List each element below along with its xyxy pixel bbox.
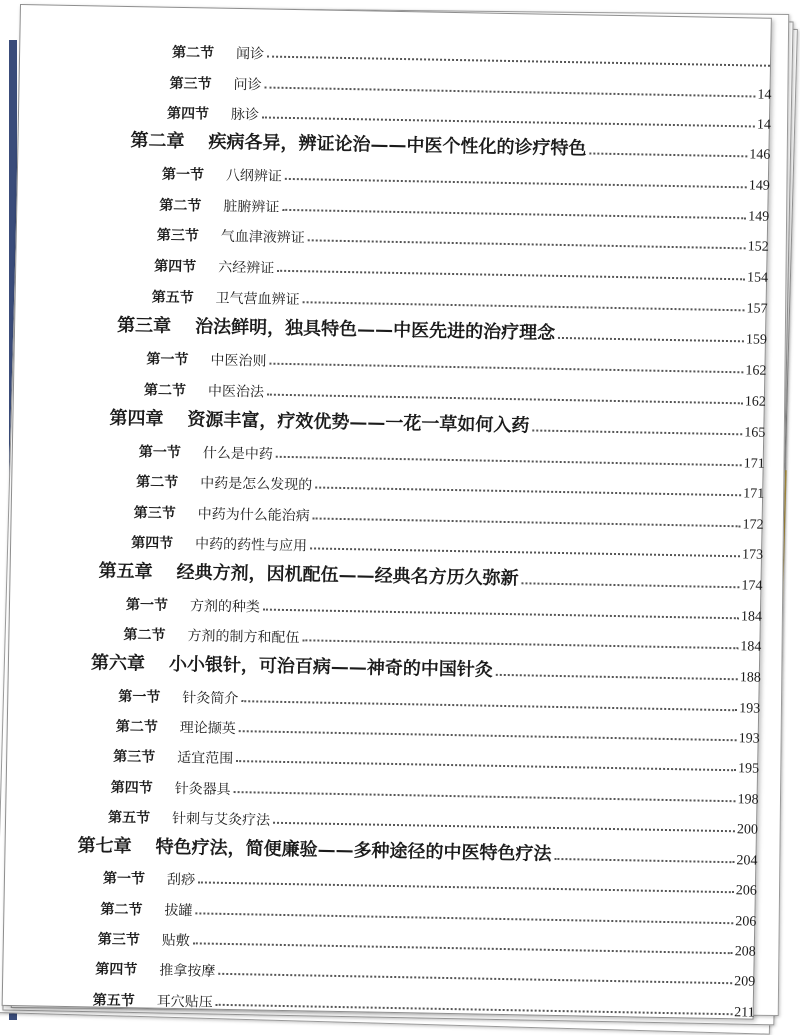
page-number: 193 [738, 731, 760, 747]
section-number: 第二节 [115, 718, 158, 736]
toc-chapter-entry [109, 406, 765, 442]
toc-entry-label [109, 404, 529, 438]
page-number: 184 [740, 639, 762, 655]
toc-entry-label [157, 225, 305, 248]
toc-section-entry [95, 955, 755, 991]
section-number: 第三节 [133, 505, 176, 522]
section-title: 气血津液辨证 [220, 228, 305, 247]
page-number: 184 [740, 609, 763, 625]
toc-entry-label [77, 831, 551, 866]
toc-entry-label [98, 557, 518, 591]
page-number: 171 [743, 456, 765, 472]
dot-leader [263, 609, 739, 620]
section-title: 适宜范围 [177, 750, 234, 768]
section-title: 什么是中药 [202, 445, 273, 463]
page-number: 173 [741, 547, 764, 563]
toc-section-entry [162, 160, 770, 195]
page-number: 211 [734, 1005, 755, 1021]
page-number: 206 [735, 914, 757, 930]
toc-entry-label [126, 594, 260, 616]
section-number: 第三节 [97, 931, 141, 949]
dot-leader [310, 547, 740, 557]
toc-section-entry [126, 590, 762, 626]
dot-leader [532, 429, 742, 435]
section-number: 第五节 [107, 809, 151, 827]
section-number: 第四节 [95, 961, 138, 979]
toc-entry-label [110, 777, 230, 799]
toc-entry-label [100, 899, 192, 921]
page-number: 146 [749, 147, 771, 163]
page-number: 198 [737, 792, 759, 808]
section-number: 第二节 [159, 197, 202, 215]
toc-entry-label [144, 379, 264, 401]
section-number: 第二节 [123, 627, 166, 644]
section-number: 第一节 [102, 870, 146, 888]
page-number: 195 [737, 761, 760, 777]
toc-entry-label [95, 959, 215, 981]
toc-section-entry [157, 221, 769, 256]
toc-entry-label [136, 471, 312, 494]
page-number: 149 [748, 209, 770, 225]
toc-chapter-entry [117, 313, 767, 349]
section-title: 脉诊 [230, 106, 260, 124]
section-number: 第四节 [154, 258, 197, 276]
dot-leader [262, 116, 755, 127]
toc-section-entry [134, 498, 764, 534]
toc-chapter-entry [98, 559, 762, 595]
dot-leader [193, 942, 733, 954]
toc-section-entry [159, 191, 769, 226]
page-number: 162 [745, 363, 767, 379]
toc-chapter-entry [130, 128, 770, 164]
dot-leader [521, 582, 739, 588]
section-number: 第二节 [100, 901, 143, 919]
toc-entry-label [154, 256, 274, 278]
dot-leader [277, 270, 745, 281]
dot-leader [315, 486, 741, 496]
toc-section-entry [172, 38, 772, 73]
section-title: 中药的药性与应用 [194, 536, 308, 555]
section-number: 第三节 [113, 748, 156, 766]
page-number: 154 [746, 270, 769, 286]
toc-entry-label [130, 126, 586, 160]
page-number: 165 [744, 425, 766, 441]
chapter-title: 资源丰富，疗效优势——一花一草如何入药 [187, 409, 530, 437]
page-number: 171 [743, 486, 765, 502]
page-number: 159 [745, 332, 768, 348]
page-number: 14 [757, 87, 772, 103]
toc-entry-label [146, 348, 266, 370]
dot-leader [276, 456, 742, 467]
toc-entry-label [108, 807, 270, 830]
section-title: 理论撷英 [179, 720, 236, 738]
section-title: 八纲辨证 [225, 167, 283, 185]
dot-leader [303, 301, 745, 311]
dot-leader [269, 363, 743, 374]
chapter-number: 第七章 [77, 835, 132, 858]
section-title: 针灸简介 [182, 690, 239, 708]
section-title: 方剂的制方和配伍 [187, 628, 300, 647]
section-title: 问诊 [233, 76, 262, 94]
page-number: 193 [739, 701, 761, 717]
toc-entry-label [91, 648, 493, 681]
dot-leader [239, 730, 737, 741]
dot-leader [267, 56, 770, 67]
chapter-number: 第二章 [130, 130, 185, 153]
toc-entry-label [162, 164, 282, 186]
chapter-number: 第五章 [98, 560, 153, 583]
dot-leader [198, 881, 734, 893]
toc-section-entry [103, 864, 757, 900]
dot-leader [558, 337, 744, 342]
toc-entry-label [167, 103, 259, 125]
toc-entry-label [116, 716, 236, 738]
toc-section-entry [110, 773, 758, 809]
dot-leader [313, 517, 741, 527]
section-title: 中药是怎么发现的 [200, 475, 313, 494]
chapter-number: 第六章 [90, 652, 146, 675]
section-number: 第一节 [161, 166, 205, 184]
toc-chapter-entry [91, 650, 761, 686]
toc-section-entry [116, 712, 760, 748]
toc-section-entry [118, 682, 760, 718]
toc-entry-label [134, 502, 310, 525]
toc-entry-label [139, 441, 273, 463]
section-number: 第二节 [136, 474, 179, 491]
page-number: 200 [736, 822, 759, 838]
page-number: 172 [742, 517, 764, 533]
section-title: 针刺与艾灸疗法 [171, 810, 271, 829]
section-title: 中医治法 [207, 383, 265, 401]
toc-entry-label [172, 42, 264, 64]
dot-leader [308, 239, 746, 249]
toc-entry-label [169, 73, 261, 95]
section-title: 拔罐 [164, 902, 193, 920]
toc-entry-label [151, 286, 299, 309]
dot-leader [236, 760, 736, 771]
toc-entry-label [131, 532, 307, 555]
page-number: 162 [744, 394, 766, 410]
section-number: 第四节 [130, 535, 174, 552]
section-title: 中药为什么能治病 [197, 506, 310, 525]
toc-entry-label [117, 311, 555, 345]
page-number: 14 [756, 117, 772, 133]
dot-leader [234, 791, 736, 802]
dot-leader [218, 973, 732, 984]
section-title: 六经辨证 [218, 259, 275, 277]
section-number: 第五节 [92, 992, 135, 1010]
page-number: 208 [734, 944, 756, 960]
section-number: 第一节 [138, 444, 181, 462]
page-number: 149 [748, 178, 770, 194]
toc-page [2, 4, 772, 1020]
section-number: 第四节 [110, 779, 153, 797]
section-title: 闻诊 [235, 45, 265, 63]
toc-section-entry [100, 895, 756, 931]
page-number: 206 [735, 883, 758, 899]
toc-entry-label [159, 195, 279, 217]
dot-leader [302, 639, 738, 649]
section-number: 第一节 [125, 597, 169, 614]
page-number: 157 [746, 301, 768, 317]
dot-leader [589, 152, 747, 157]
toc-section-entry [139, 437, 765, 472]
section-number: 第一节 [146, 351, 189, 369]
dot-leader [264, 86, 755, 97]
section-title: 中医治则 [210, 352, 267, 370]
dot-leader [273, 822, 735, 832]
chapter-number: 第三章 [116, 314, 172, 337]
section-number: 第一节 [118, 688, 161, 706]
section-number: 第三节 [169, 75, 212, 93]
section-number: 第二节 [171, 44, 215, 62]
toc-entry-label [98, 929, 190, 951]
toc-section-entry [169, 69, 771, 104]
toc-entry-label [93, 990, 213, 1012]
toc-section-entry [146, 344, 766, 379]
chapter-title: 经典方剂，因机配伍——经典名方历久弥新 [176, 561, 519, 590]
section-title: 卫气营血辨证 [215, 290, 300, 309]
toc-entry-label [123, 624, 299, 647]
page-number: 204 [736, 853, 758, 869]
section-title: 针灸器具 [174, 780, 231, 798]
toc-section-entry [113, 742, 759, 778]
toc-entry-label [103, 868, 195, 890]
dot-leader [241, 700, 737, 711]
dot-leader [496, 674, 738, 680]
page-number: 209 [734, 974, 756, 990]
toc-section-entry [154, 252, 768, 287]
toc-entry-label [118, 686, 238, 708]
dot-leader [554, 858, 734, 863]
chapter-title: 特色疗法，简便廉验——多种途径的中医特色疗法 [155, 836, 552, 865]
dot-leader [267, 394, 743, 405]
toc-section-entry [136, 467, 764, 503]
dot-leader [282, 209, 746, 220]
page-number: 188 [739, 670, 761, 686]
dot-leader [285, 178, 747, 188]
section-title: 推拿按摩 [159, 962, 216, 980]
chapter-number: 第四章 [109, 407, 164, 430]
section-number: 第二节 [143, 382, 187, 400]
chapter-title: 小小银针，可治百病——神奇的中国针灸 [168, 653, 494, 681]
section-title: 方剂的种类 [189, 598, 261, 616]
section-title: 脏腑辨证 [223, 198, 280, 216]
chapter-title: 治法鲜明，独具特色——中医先进的治疗理念 [194, 316, 556, 344]
dot-leader [195, 912, 733, 924]
page-number: 174 [741, 578, 763, 594]
chapter-title: 疾病各异，辨证论治——中医个性化的诊疗特色 [208, 131, 587, 160]
section-title: 耳穴贴压 [156, 993, 213, 1011]
toc-section-entry [98, 925, 756, 961]
section-number: 第三节 [156, 227, 199, 245]
section-title: 贴敷 [161, 932, 190, 950]
section-number: 第四节 [166, 105, 210, 123]
section-title: 刮痧 [166, 871, 196, 889]
page-number: 152 [747, 239, 769, 255]
toc-entry-label [113, 746, 233, 768]
section-number: 第五节 [151, 289, 194, 307]
